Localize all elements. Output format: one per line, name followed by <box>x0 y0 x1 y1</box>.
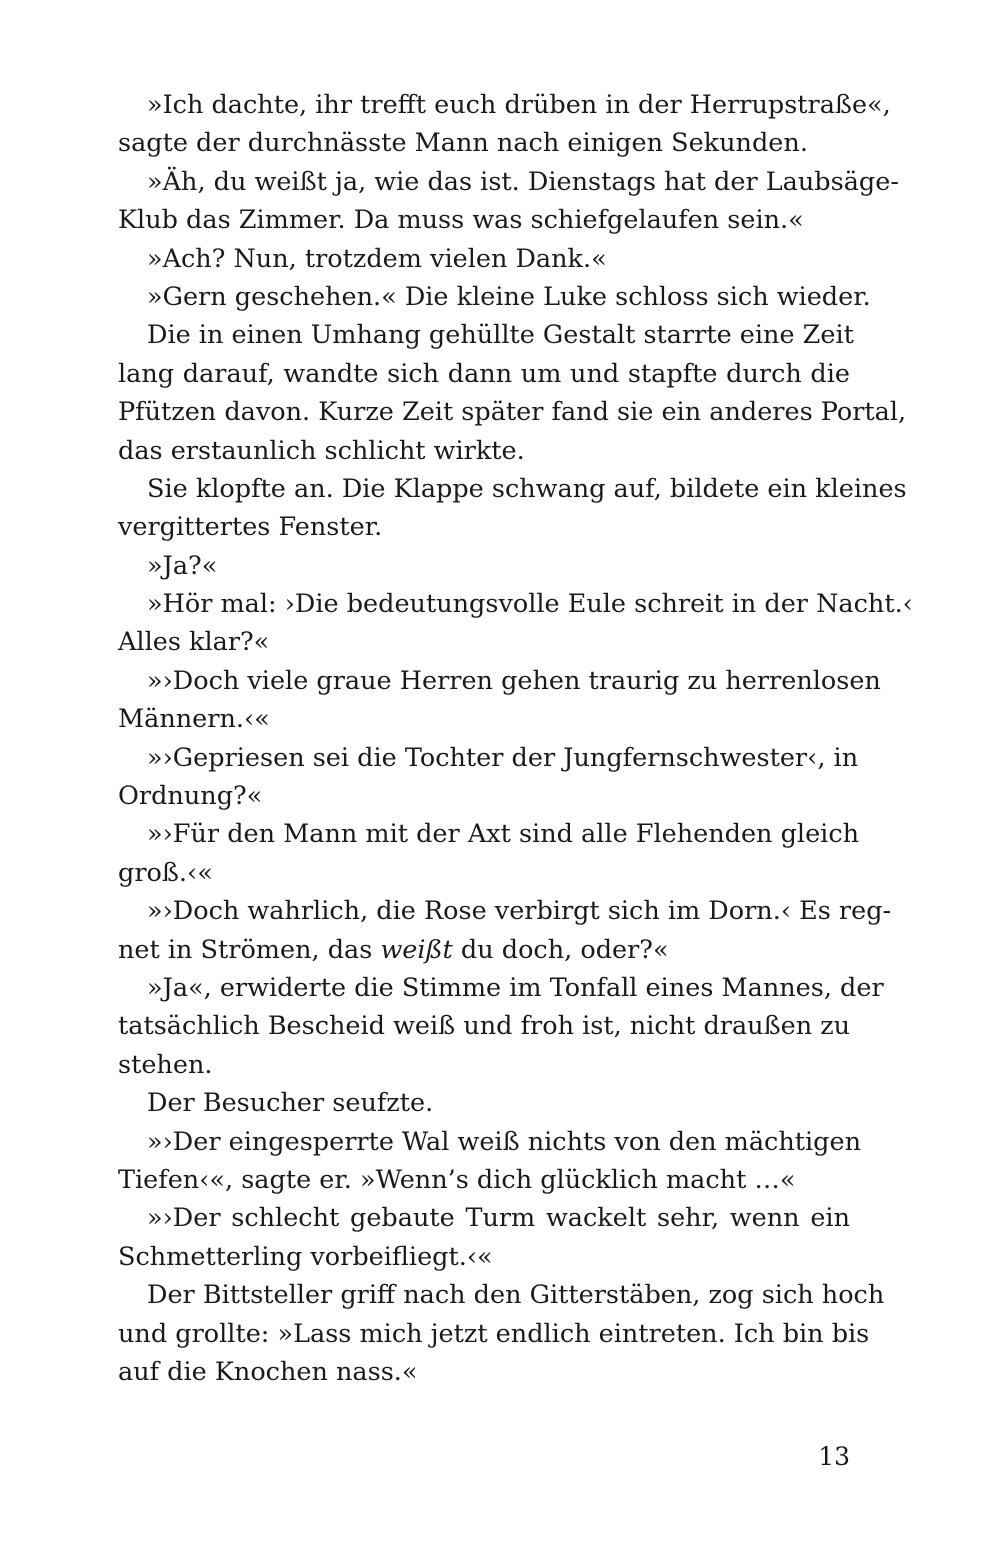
text-line: Männern.‹« <box>118 704 270 735</box>
text-line: Der Bittsteller griff nach den Gitterstäben, zog sich hoch <box>147 1280 885 1311</box>
text-line: Die in einen Umhang gehüllte Gestalt starrte eine Zeit <box>147 320 854 351</box>
text-line: »Äh, du weißt ja, wie das ist. Dienstags hat der Laubsäge- <box>147 166 899 197</box>
text-line: Schmetterling vorbeifliegt.‹« <box>118 1241 493 1272</box>
text-segment: net in Strömen, das <box>118 934 381 965</box>
text-line: lang darauf, wandte sich dann um und stapfte durch die <box>118 358 850 389</box>
text-line: Alles klar?« <box>118 627 270 658</box>
text-line: auf die Knochen nass.« <box>118 1356 418 1387</box>
text-line: tatsächlich Bescheid weiß und froh ist, nicht draußen zu <box>118 1011 851 1042</box>
emphasized-word: weißt <box>380 934 453 965</box>
text-line: »›Doch wahrlich, die Rose verbirgt sich im Dorn.‹ Es reg- <box>147 896 892 927</box>
text-line: »›Der schlecht gebaute Turm wackelt sehr, wenn ein <box>147 1203 850 1234</box>
text-line: Tiefen‹«, sagte er. »Wenn’s dich glücklich macht …« <box>118 1164 796 1195</box>
text-line-with-emphasis <box>118 931 850 969</box>
text-line: »›Der eingesperrte Wal weiß nichts von den mächtigen <box>147 1126 861 1157</box>
text-line: »›Für den Mann mit der Axt sind alle Flehenden gleich <box>147 819 860 850</box>
text-line: »›Doch viele graue Herren gehen traurig zu herrenlosen <box>147 665 881 696</box>
text-line: Pfützen davon. Kurze Zeit später fand sie ein anderes Portal, <box>118 397 907 428</box>
text-line: Klub das Zimmer. Da muss was schiefgelaufen sein.« <box>118 205 804 236</box>
text-line: und grollte: »Lass mich jetzt endlich eintreten. Ich bin bis <box>118 1318 870 1349</box>
text-segment: du doch, oder?« <box>452 934 669 965</box>
text-line: groß.‹« <box>118 857 213 888</box>
text-line: »›Gepriesen sei die Tochter der Jungfernschwester‹, in <box>147 742 859 773</box>
text-line: stehen. <box>118 1049 213 1080</box>
text-line: »Ich dachte, ihr trefft euch drüben in der Herrupstraße«, <box>147 90 891 120</box>
text-line: »Ja?« <box>147 550 218 581</box>
text-line: sagte der durchnässte Mann nach einigen Sekunden. <box>118 128 808 159</box>
text-line: das erstaunlich schlicht wirkte. <box>118 435 525 466</box>
text-line: »Ach? Nun, trotzdem vielen Dank.« <box>147 243 607 274</box>
text-line: »Ja«, erwiderte die Stimme im Tonfall eines Mannes, der <box>147 972 884 1003</box>
text-line: Sie klopfte an. Die Klappe schwang auf, bildete ein kleines <box>147 473 907 504</box>
book-page-body <box>118 86 913 1391</box>
text-line: vergittertes Fenster. <box>118 512 383 543</box>
text-line: Der Besucher seufzte. <box>147 1088 434 1119</box>
page-number: 13 <box>818 1442 850 1471</box>
text-line: Ordnung?« <box>118 781 263 812</box>
text-line: »Gern geschehen.« Die kleine Luke schloss sich wieder. <box>147 281 871 312</box>
text-line: »Hör mal: ›Die bedeutungsvolle Eule schreit in der Nacht.‹ <box>147 589 913 620</box>
